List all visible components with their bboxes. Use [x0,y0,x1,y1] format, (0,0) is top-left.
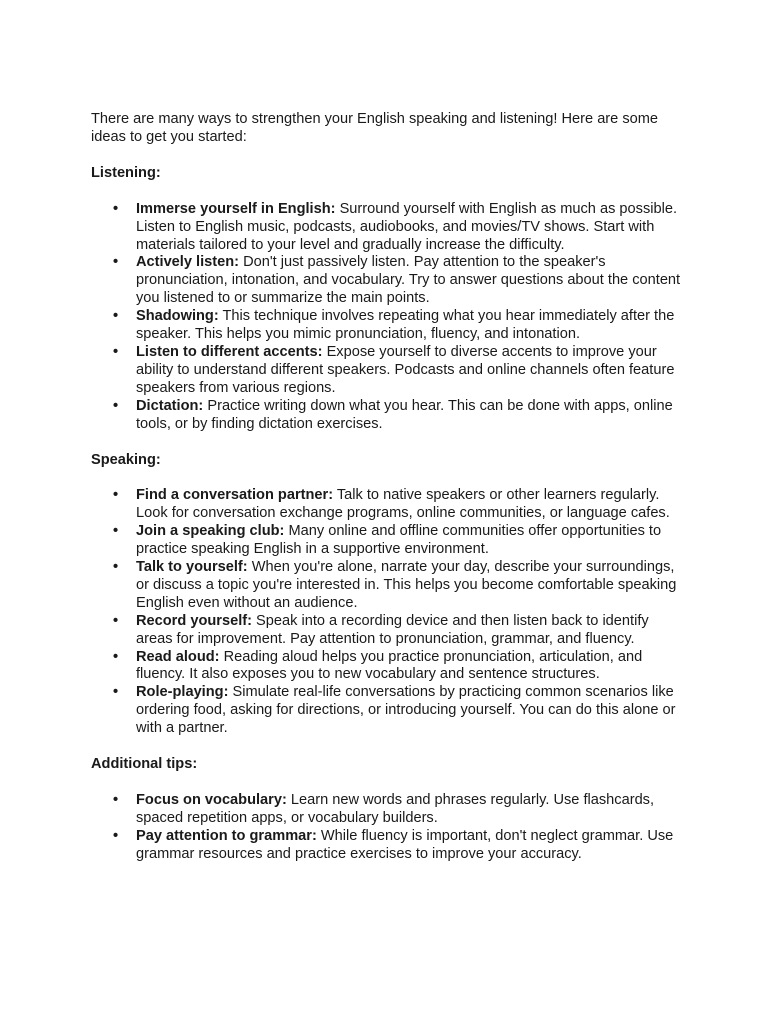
section-heading-listening: Listening: [91,164,161,181]
bullet-icon: • [113,343,119,360]
list-item [113,308,681,344]
list-item [113,343,681,398]
section-heading-speaking: Speaking: [91,451,161,468]
item-term: Talk to yourself: [136,559,248,576]
item-text: Reading aloud helps you practice pronunciation, articulation, and fluency. It also exposes you to new vocabulary and sentence structures. [136,648,643,683]
bullet-icon: • [113,559,119,576]
item-text: Expose yourself to diverse accents to improve your ability to understand different speakers. Podcasts and online channels often feature speakers from various regions. [136,343,675,396]
bullet-icon: • [113,827,119,844]
bullet-icon: • [113,648,119,665]
bullet-icon: • [113,200,119,217]
bullet-icon: • [113,792,119,808]
document-body [91,111,681,882]
speaking-list [91,487,681,738]
list-item [113,487,681,523]
item-term: Focus on vocabulary: [136,792,287,808]
bullet-icon: • [113,612,119,629]
list-item [113,612,681,649]
list-item [113,200,681,255]
item-term: Read aloud: [136,648,220,665]
item-text: Talk to native speakers or other learners regularly. Look for conversation exchange programs, online communities, or language cafes. [136,487,670,522]
item-term: Record yourself: [136,612,252,629]
list-item [113,792,681,828]
bullet-icon: • [113,523,119,540]
bullet-icon: • [113,308,119,325]
item-text: This technique involves repeating what you hear immediately after the speaker. This helps you mimic pronunciation, fluency, and intonation. [136,308,675,343]
item-term: Shadowing: [136,308,219,325]
item-text: Practice writing down what you hear. This can be done with apps, online tools, or by finding dictation exercises. [136,397,673,432]
item-term: Immerse yourself in English: [136,200,336,217]
bullet-icon: • [113,684,119,701]
listening-list [91,201,681,434]
list-item [113,254,681,308]
list-item [113,559,681,613]
item-term: Pay attention to grammar: [136,827,317,844]
bullet-icon: • [113,397,119,414]
bullet-icon: • [113,487,119,504]
item-text: Learn new words and phrases regularly. Use flashcards, spaced repetition apps, or vocabulary builders. [136,792,655,826]
item-text: Many online and offline communities offer opportunities to practice speaking English in a supportive environment. [136,523,662,558]
bullet-icon: • [113,254,119,271]
item-term: Find a conversation partner: [136,487,334,504]
intro-paragraph: There are many ways to strengthen your English speaking and listening! Here are some ideas to get you started: [91,111,659,145]
item-term: Role-playing: [136,684,229,701]
item-term: Dictation: [136,397,204,414]
item-text: Speak into a recording device and then listen back to identify areas for improvement. Pay attention to pronunciation, grammar, and fluency. [136,612,649,647]
list-item [113,684,681,738]
item-term: Actively listen: [136,254,240,271]
item-text: When you're alone, narrate your day, describe your surroundings, or discuss a topic you're interested in. This helps you become comfortable speaking English even without an audience. [136,559,677,611]
item-text: Don't just passively listen. Pay attention to the speaker's pronunciation, intonation, and vocabulary. Try to answer questions about the content you listened to or summarize the main points. [136,254,681,307]
item-text: Simulate real-life conversations by practicing common scenarios like ordering food, asking for directions, or introducing yourself. You can do this alone or with a partner. [136,684,676,737]
item-text: Surround yourself with English as much as possible. Listen to English music, podcasts, audiobooks, and movies/TV shows. Start with materials tailored to your level and gradually increase the difficulty. [136,200,678,253]
item-term: Listen to different accents: [136,343,323,360]
list-item [113,397,681,434]
list-item [113,523,681,559]
item-term: Join a speaking club: [136,523,285,540]
additional-tips-list [91,792,681,864]
list-item [113,648,681,685]
section-heading-additional-tips: Additional tips: [91,756,198,773]
list-item [113,827,681,864]
item-text: While fluency is important, don't neglect grammar. Use grammar resources and practice exercises to improve your accuracy. [136,827,674,862]
